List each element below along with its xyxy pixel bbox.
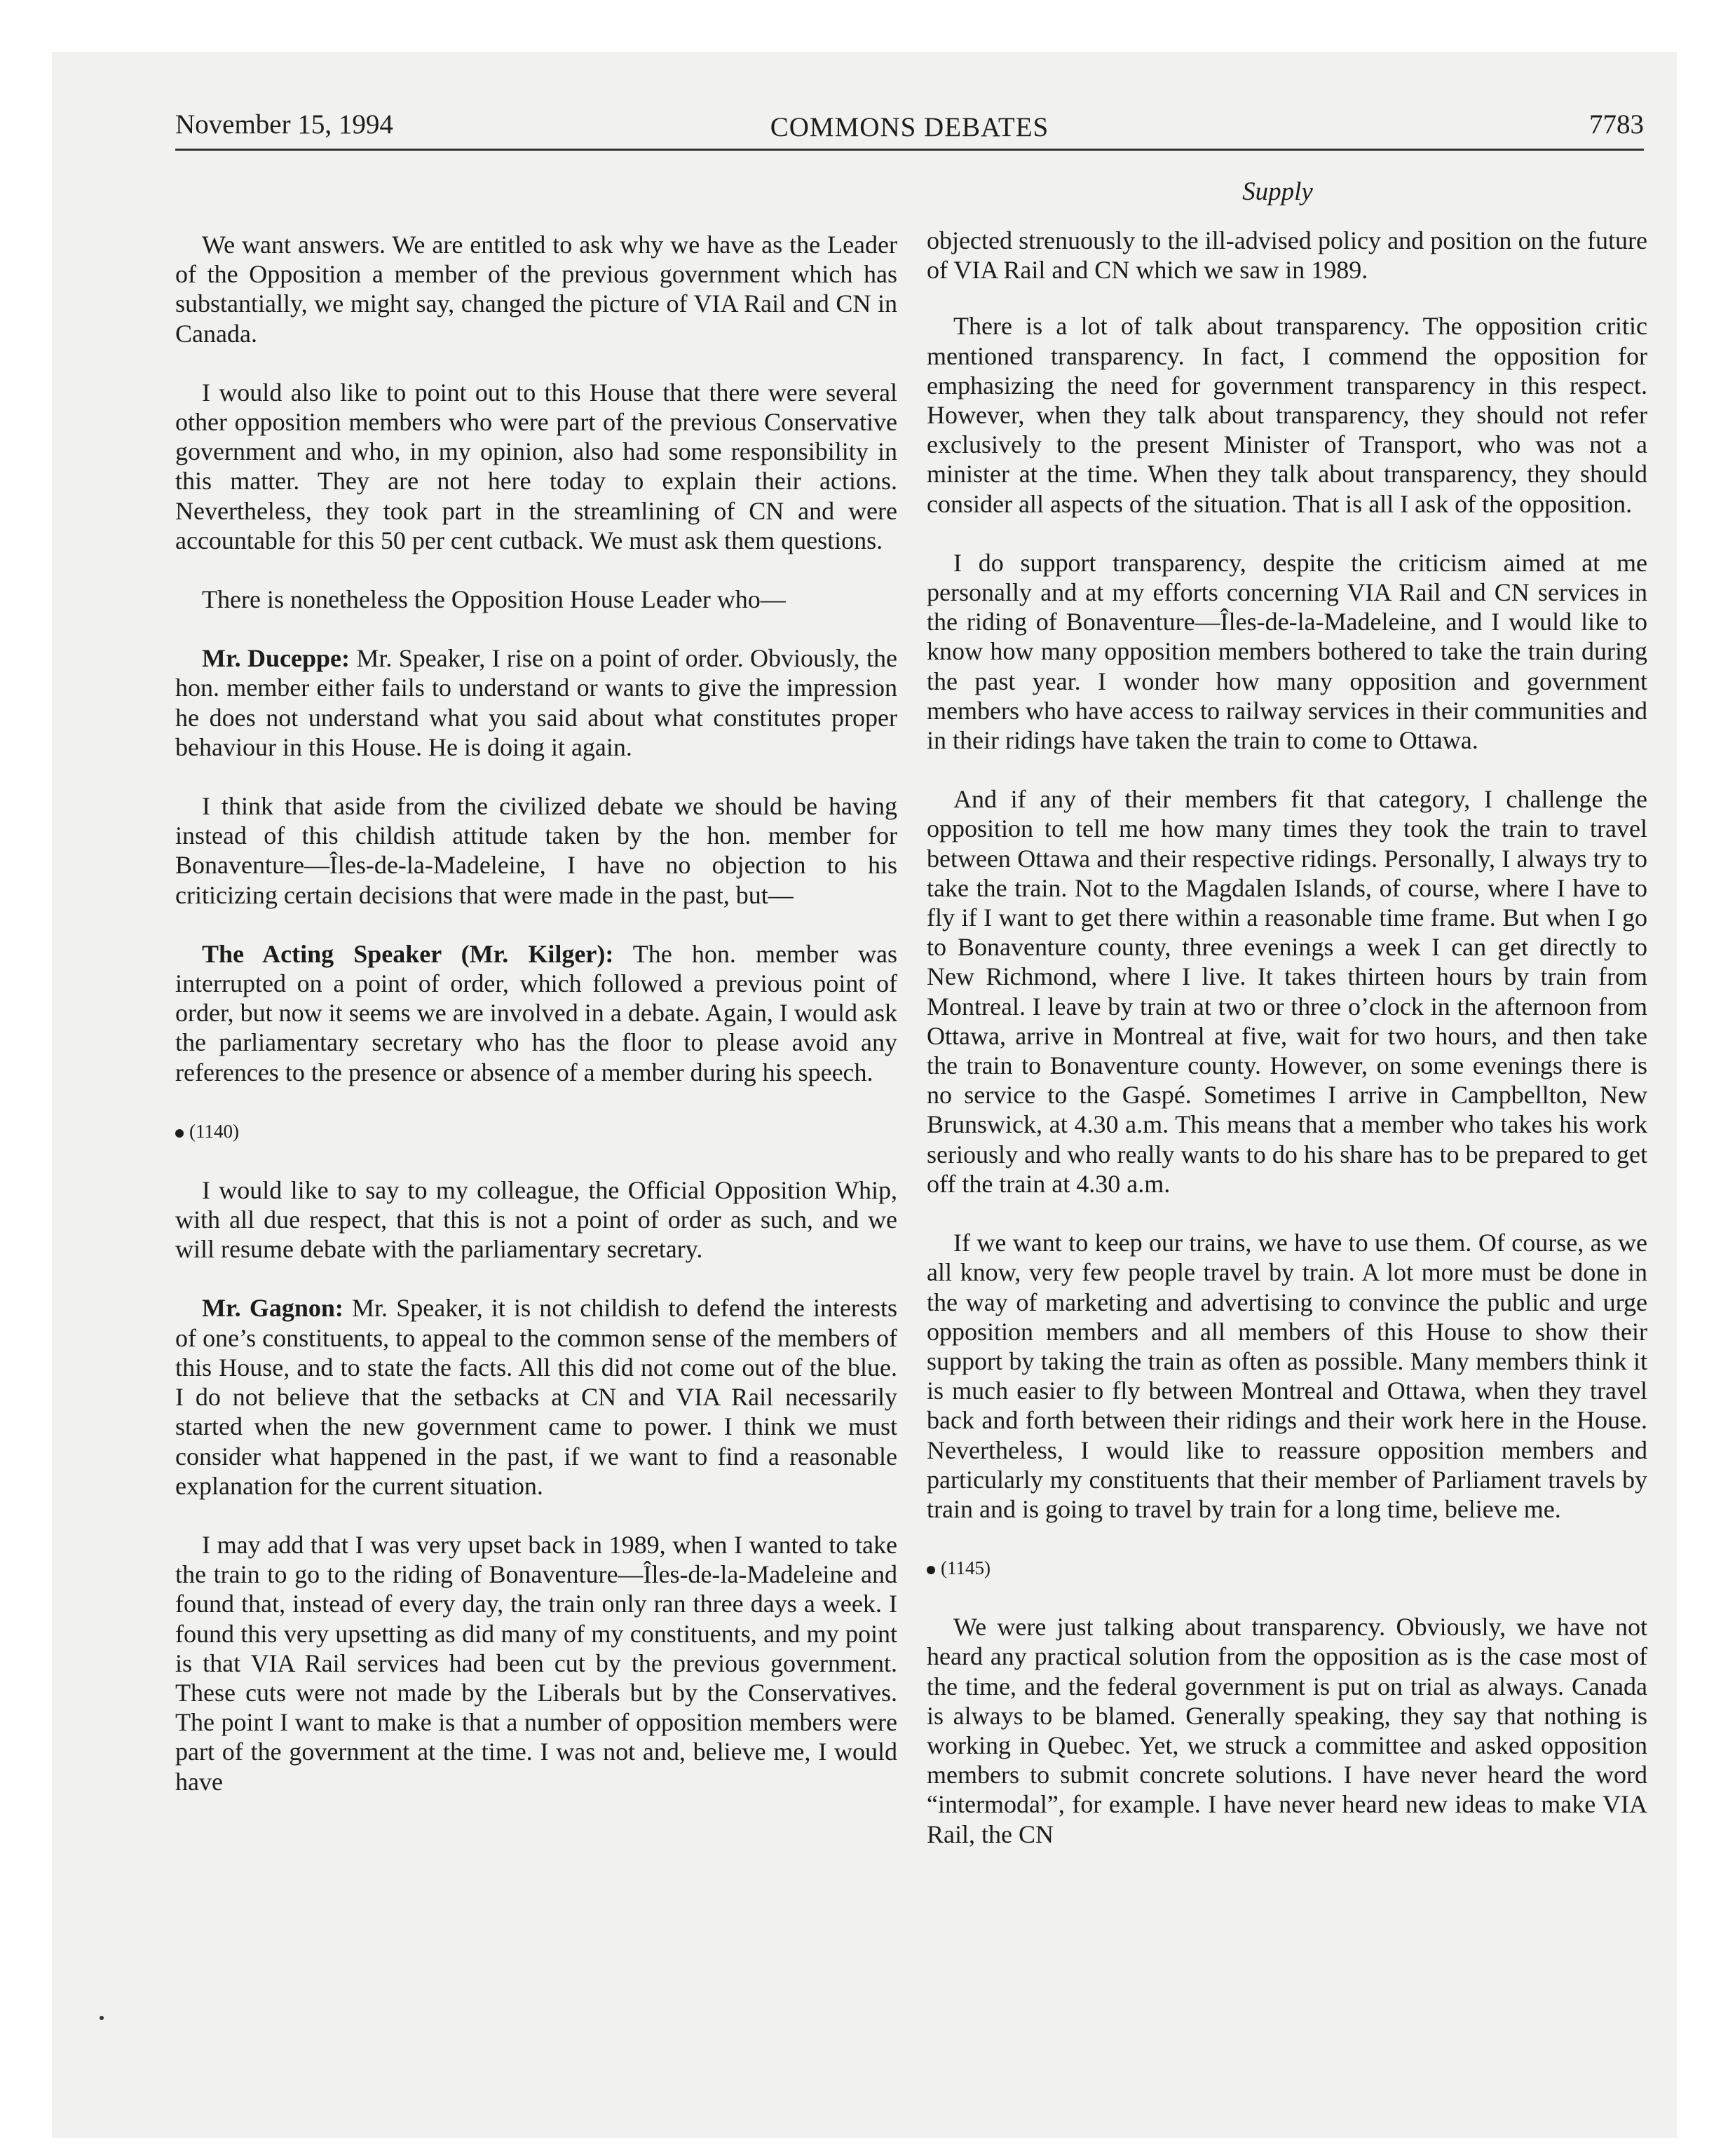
left-column [175,230,897,1826]
paragraph: I would like to say to my colleague, the Official Opposition Whip, with all due respect, that this is not a point of order as such, and we will resume debate with the parliamentary secretary. [175,1175,897,1264]
time-marker [927,1553,1647,1583]
speech-paragraph [175,643,897,762]
section-label: Supply [1242,177,1313,206]
paragraph: We were just talking about transparency. Obviously, we have not heard any practical solution from the opposition as is the case most of the time, and the federal government is put on trial as always. Canada is always to be blamed. Generally speaking, they say that nothing is working in Quebec. Yet, we struck a committee and asked opposition members to submit concrete solutions. I have never heard the word “intermodal”, for example. I have never heard new ideas to make VIA Rail, the CN [927,1613,1647,1848]
speaker-name: The Acting Speaker (Mr. Kilger): [202,939,614,968]
paragraph: I may add that I was very upset back in 1989, when I wanted to take the train to go to the riding of Bonaventure—Îles-de-la-Madeleine and found that, instead of every day, the train only ran three days a week. I found this very upsetting as did many of my constituents, and my point is that VIA Rail services had been cut by the previous government. These cuts were not made by the Liberals but by the Conservatives. The point I want to make is that a number of opposition members were part of the government at the time. I was not and, believe me, I would have [175,1530,897,1796]
page-header [175,105,1644,151]
speech-text: Mr. Speaker, I rise on a point of order. Obviously, the hon. member either fails to understand or wants to give the impression he does not understand what you said about what constitutes proper behaviour in this House. He is doing it again. [175,644,898,761]
paragraph: I do support transparency, despite the criticism aimed at me personally and at my efforts concerning VIA Rail and CN services in the riding of Bonaventure—Îles-de-la-Madeleine, and I would like to know how many opposition members bothered to take the train during the past year. I wonder how many opposition and government members who have access to railway services in their communities and in their ridings have taken the train to come to Ottawa. [927,548,1647,755]
speaker-name: Mr. Gagnon: [202,1294,343,1323]
header-date: November 15, 1994 [175,109,393,139]
bullet-icon [927,1566,935,1574]
paragraph: And if any of their members fit that category, I challenge the opposition to tell me how many times they took the train to travel between Ottawa and their respective ridings. Personally, I always try to take the train. Not to the Magdalen Islands, of course, where I have to fly if I want to get there within a reasonable time frame. But when I go to Bonaventure county, three evenings a week I can get directly to New Richmond, where I live. It takes thirteen hours by train from Montreal. I leave by train at two or three o’clock in the afternoon from Ottawa, arrive in Montreal at five, wait for two hours, and then take the train to Bonaventure county. However, on some evenings there is no service to the Gaspé. Sometimes I arrive in Campbellton, New Brunswick, at 4.30 a.m. This means that a member who takes his work seriously and who really wants to do his share has to be prepared to get off the train at 4.30 a.m. [927,785,1647,1198]
speaker-name: Mr. Duceppe: [202,644,350,673]
page-number: 7783 [1589,109,1644,139]
paragraph: We want answers. We are entitled to ask why we have as the Leader of the Opposition a member of the previous government which has substantially, we might say, changed the picture of VIA Rail and CN in Canada. [175,231,897,348]
time-marker [175,1117,897,1146]
right-column [927,226,1647,1878]
timestamp-text: (1145) [941,1557,991,1579]
header-title: COMMONS DEBATES [770,112,1049,142]
paragraph: There is nonetheless the Opposition House Leader who— [202,585,786,614]
scan-speck [100,2016,104,2020]
speech-text: Mr. Speaker, it is not childish to defend the interests of one’s constituents, to appeal to the common sense of the members of this House, and to state the facts. All this did not come out of the blue. I do not believe that the setbacks at CN and VIA Rail necessarily started when the new government came to power. I think we must consider what happened in the past, if we want to find a reasonable explanation for the current situation. [175,1294,897,1500]
timestamp-text: (1140) [189,1120,239,1142]
speech-text: The hon. member was interrupted on a point of order, which followed a previous point of order, but now it seems we are involved in a debate. Again, I would ask the parliamentary secretary who has the floor to please avoid any references to the presence or absence of a member during his speech. [175,939,897,1086]
paragraph: I think that aside from the civilized debate we should be having instead of this childish attitude taken by the hon. member for Bonaventure—Îles-de-la-Madeleine, I have no objection to his criticizing certain decisions that were made in the past, but— [175,792,897,909]
bullet-icon [175,1129,184,1138]
speech-paragraph [175,1293,897,1500]
paragraph: There is a lot of talk about transparency. The opposition critic mentioned transparency. In fact, I commend the opposition for emphasizing the need for government transparency in this respect. However, when they talk about transparency, they should not refer exclusively to the present Minister of Transport, who was not a minister at the time. When they talk about transparency, they should consider all aspects of the situation. That is all I ask of the opposition. [927,312,1647,518]
paragraph: objected strenuously to the ill-advised policy and position on the future of VIA Rail and CN which we saw in 1989. [927,226,1647,285]
speech-paragraph [175,939,897,1087]
paragraph: If we want to keep our trains, we have to use them. Of course, as we all know, very few people travel by train. A lot more must be done in the way of marketing and advertising to convince the public and urge opposition members and all members of this House to show their support by taking the train as often as possible. Many members think it is much easier to fly between Montreal and Ottawa, when they travel back and forth between their ridings and their work here in the House. Nevertheless, I would like to reassure opposition members and particularly my constituents that their member of Parliament travels by train and is going to travel by train for a long time, believe me. [927,1229,1647,1523]
paragraph: I would also like to point out to this House that there were several other opposition members who were part of the previous Conservative government and who, in my opinion, also had some responsibility in this matter. They are not here today to explain their actions. Nevertheless, they took part in the streamlining of CN and were accountable for this 50 per cent cutback. We must ask them questions. [175,378,897,554]
